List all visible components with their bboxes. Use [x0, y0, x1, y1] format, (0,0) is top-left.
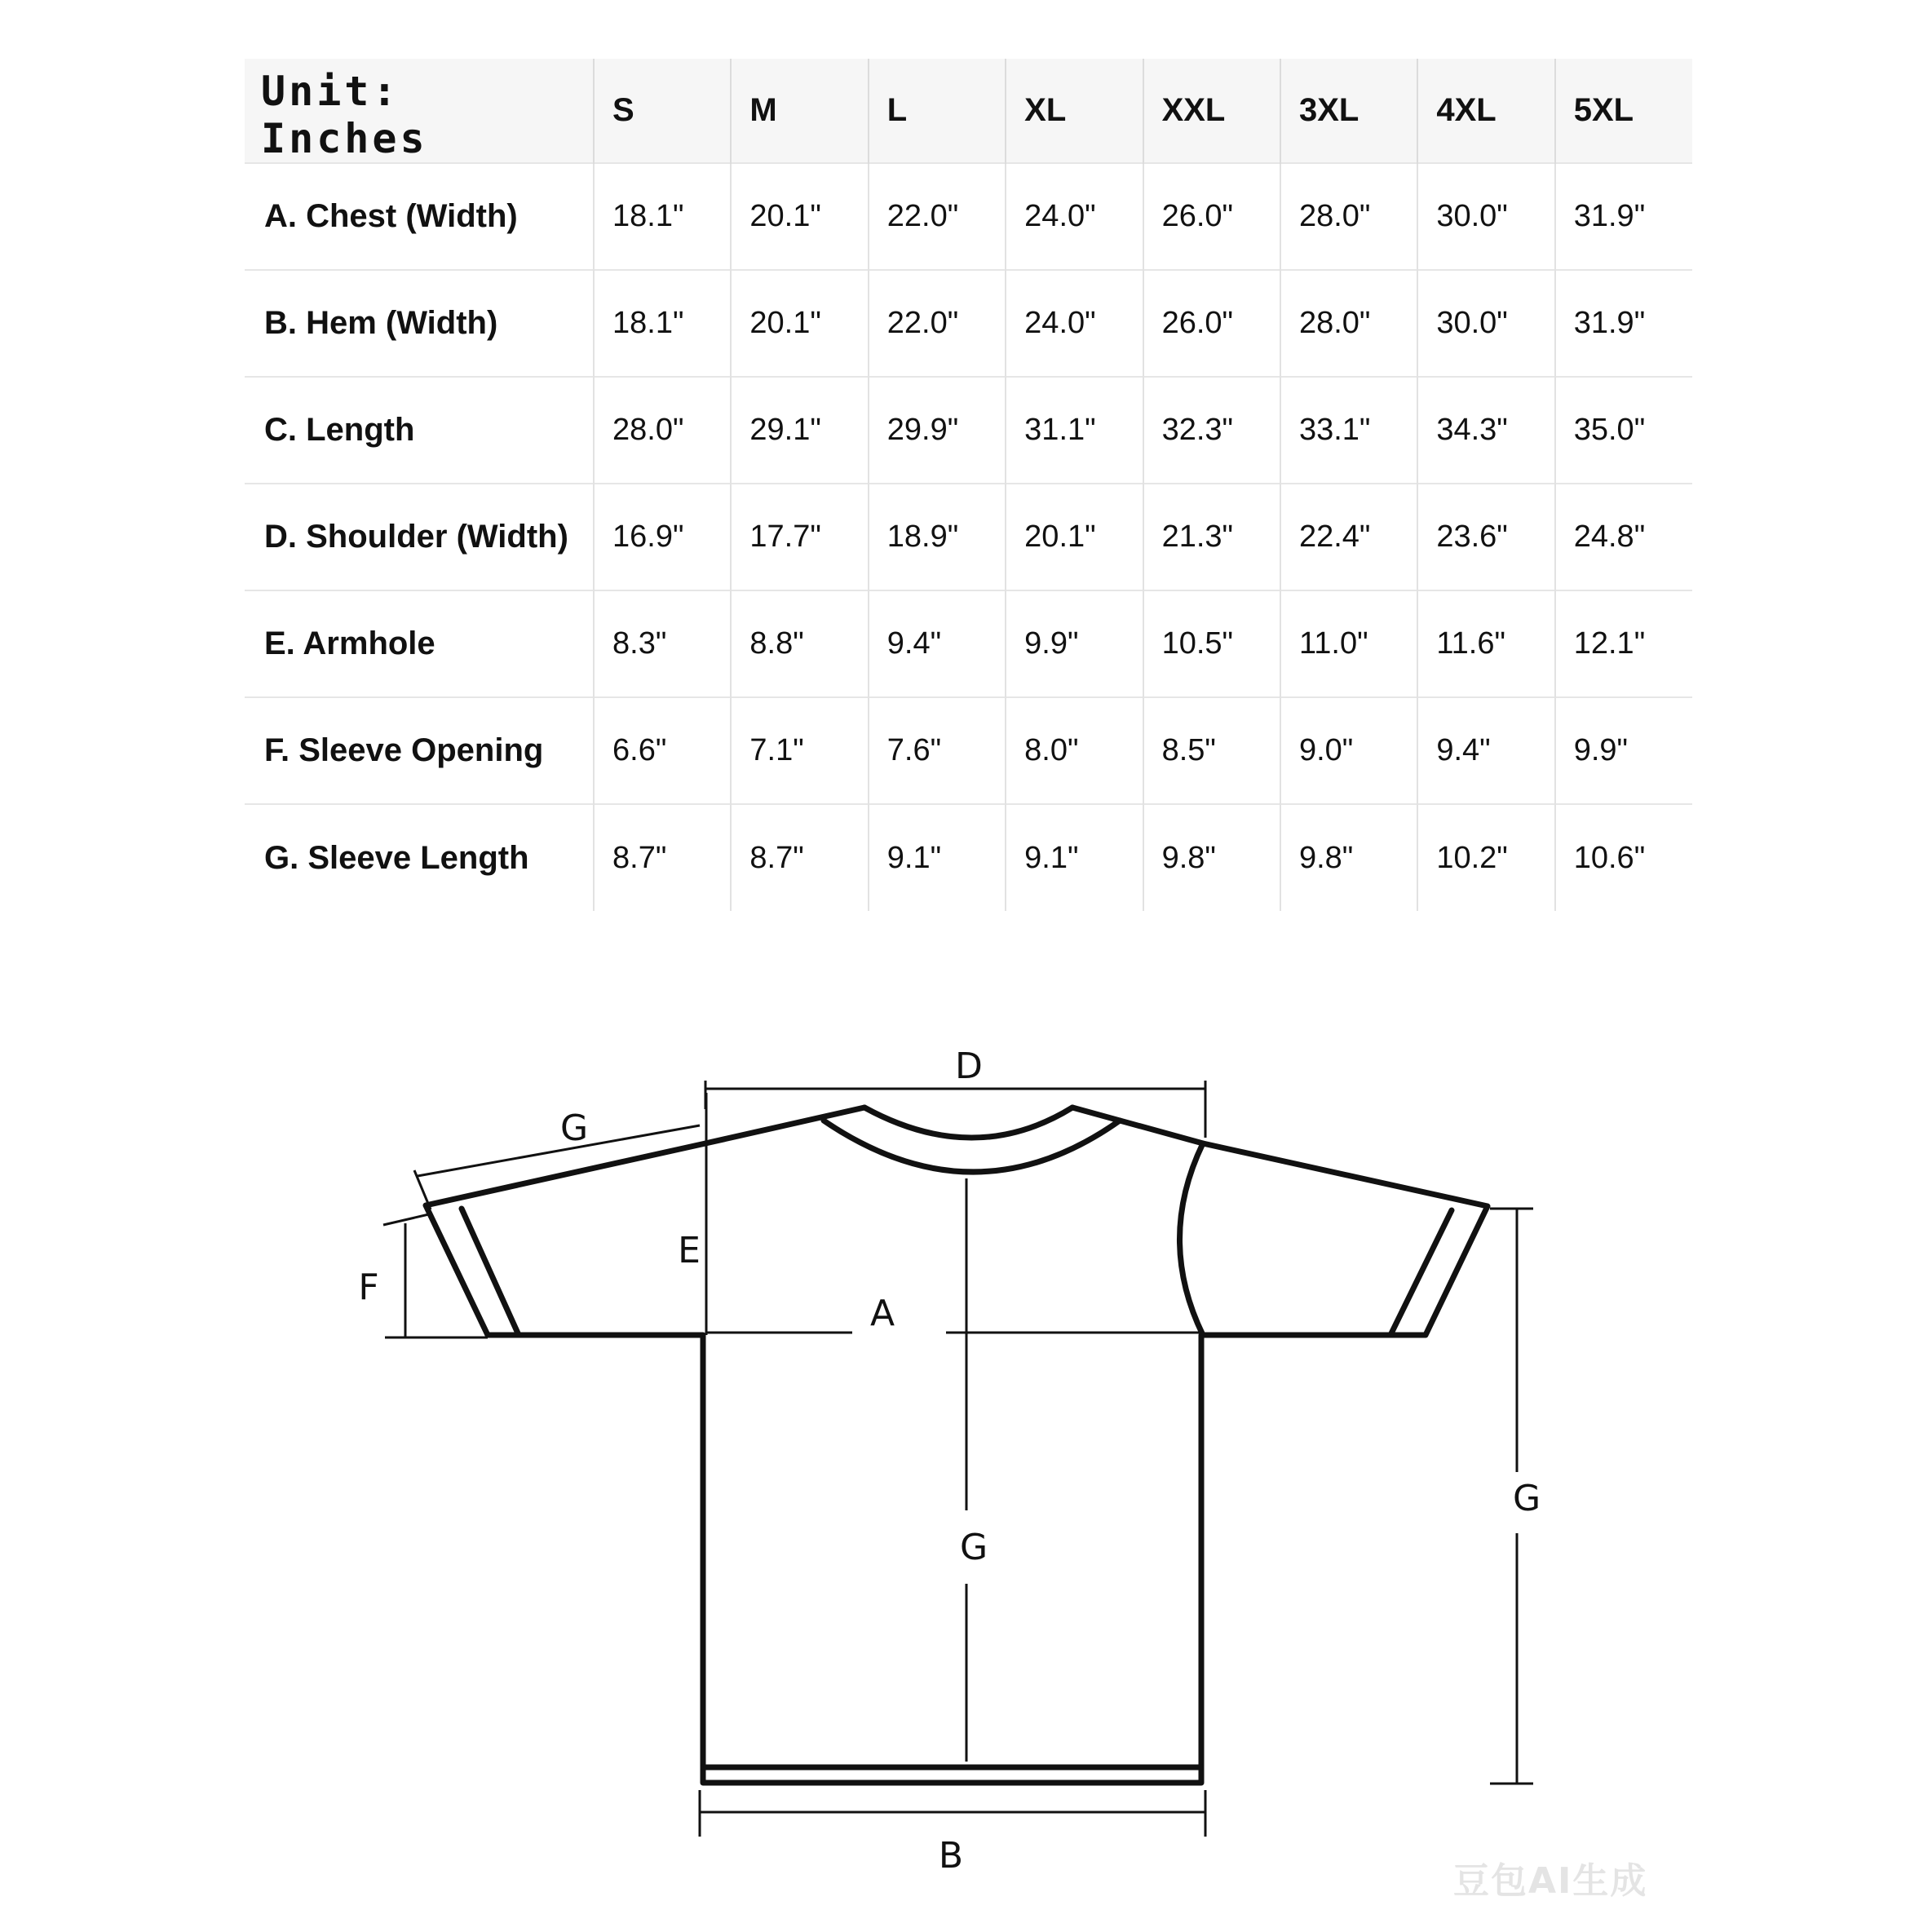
measurement-cell: 20.1"	[731, 270, 868, 377]
measurement-cell: 20.1"	[731, 163, 868, 270]
size-header-row	[245, 59, 1692, 163]
size-chart	[245, 59, 1692, 911]
measurement-cell: 31.1"	[1006, 377, 1143, 484]
size-header: 3XL	[1280, 59, 1417, 163]
measurement-cell: 11.0"	[1280, 590, 1417, 697]
measurement-cell: 31.9"	[1555, 270, 1692, 377]
measurement-cell: 9.1"	[1006, 804, 1143, 911]
measurement-cell: 35.0"	[1555, 377, 1692, 484]
measurement-row-length	[245, 377, 1692, 484]
row-label: D. Shoulder (Width)	[264, 519, 568, 555]
size-chart-table	[245, 59, 1692, 911]
row-label: B. Hem (Width)	[264, 305, 498, 341]
measurement-cell: 24.8"	[1555, 484, 1692, 590]
size-header: XXL	[1143, 59, 1280, 163]
measurement-row-armhole	[245, 590, 1692, 697]
row-label: E. Armhole	[264, 626, 435, 661]
measurement-cell: 11.6"	[1417, 590, 1554, 697]
measurement-cell: 10.5"	[1143, 590, 1280, 697]
measurement-cell: 29.9"	[869, 377, 1006, 484]
row-label: G. Sleeve Length	[264, 839, 529, 876]
size-header: M	[731, 59, 868, 163]
row-label: F. Sleeve Opening	[264, 732, 544, 768]
measurement-cell: 8.0"	[1006, 697, 1143, 804]
measurement-cell: 9.0"	[1280, 697, 1417, 804]
measurement-cell: 8.5"	[1143, 697, 1280, 804]
measurement-row-sleeve-length	[245, 804, 1692, 911]
measurement-cell: 32.3"	[1143, 377, 1280, 484]
measurement-cell: 30.0"	[1417, 270, 1554, 377]
sleeve-length-dimension-line	[418, 1125, 700, 1176]
measurement-cell: 21.3"	[1143, 484, 1280, 590]
collar-outer	[864, 1107, 1072, 1138]
row-label: A. Chest (Width)	[264, 198, 518, 234]
measurement-cell: 18.9"	[869, 484, 1006, 590]
measurement-row-sleeve-opening	[245, 697, 1692, 804]
measurement-cell: 23.6"	[1417, 484, 1554, 590]
measurement-cell: 9.9"	[1006, 590, 1143, 697]
row-label: C. Length	[264, 412, 415, 448]
size-header: L	[869, 59, 1006, 163]
measurement-cell: 30.0"	[1417, 163, 1554, 270]
tshirt-outline	[426, 1107, 1488, 1783]
measurement-cell: 18.1"	[594, 163, 731, 270]
measurement-cell: 16.9"	[594, 484, 731, 590]
measurement-cell: 7.6"	[869, 697, 1006, 804]
measurement-cell: 33.1"	[1280, 377, 1417, 484]
measurement-cell: 22.0"	[869, 163, 1006, 270]
size-header: 5XL	[1555, 59, 1692, 163]
measurement-cell: 26.0"	[1143, 270, 1280, 377]
size-header: XL	[1006, 59, 1143, 163]
dimension-label-g-sleeve: G	[559, 1107, 589, 1149]
measurement-cell: 9.4"	[1417, 697, 1554, 804]
measurement-cell: 24.0"	[1006, 270, 1143, 377]
left-sleeve-cuff	[462, 1209, 519, 1335]
right-sleeve-cuff	[1390, 1210, 1452, 1335]
measurement-cell: 28.0"	[1280, 270, 1417, 377]
measurement-cell: 7.1"	[731, 697, 868, 804]
measurement-row-hem	[245, 270, 1692, 377]
measurement-cell: 17.7"	[731, 484, 868, 590]
measurement-cell: 9.1"	[869, 804, 1006, 911]
unit-label: Unit: Inches	[261, 67, 428, 162]
measurement-cell: 10.6"	[1555, 804, 1692, 911]
dimension-label-e: E	[678, 1230, 701, 1271]
measurement-cell: 18.1"	[594, 270, 731, 377]
measurement-cell: 8.8"	[731, 590, 868, 697]
collar-inner	[824, 1121, 1120, 1172]
measurement-cell: 34.3"	[1417, 377, 1554, 484]
dimension-label-g-right: G	[1512, 1478, 1541, 1519]
measurement-cell: 26.0"	[1143, 163, 1280, 270]
dimension-label-d: D	[955, 1046, 983, 1087]
measurement-cell: 9.8"	[1143, 804, 1280, 911]
watermark: 豆包AI生成	[1453, 1860, 1648, 1902]
size-header: 4XL	[1417, 59, 1554, 163]
dimension-label-f: F	[358, 1267, 379, 1308]
dimension-label-g-center: G	[959, 1527, 988, 1568]
measurement-cell: 6.6"	[594, 697, 731, 804]
measurement-cell: 28.0"	[594, 377, 731, 484]
dimension-label-a: A	[869, 1293, 895, 1334]
sleeve-opening-dimension-tick	[383, 1214, 432, 1225]
measurement-row-chest	[245, 163, 1692, 270]
measurement-cell: 8.7"	[594, 804, 731, 911]
measurement-cell: 28.0"	[1280, 163, 1417, 270]
measurement-cell: 9.8"	[1280, 804, 1417, 911]
measurement-cell: 22.0"	[869, 270, 1006, 377]
measurement-cell: 22.4"	[1280, 484, 1417, 590]
measurement-cell: 9.9"	[1555, 697, 1692, 804]
measurement-cell: 8.3"	[594, 590, 731, 697]
right-armhole-seam	[1180, 1143, 1204, 1335]
measurement-cell: 20.1"	[1006, 484, 1143, 590]
measurement-cell: 8.7"	[731, 804, 868, 911]
measurement-row-shoulder	[245, 484, 1692, 590]
dimension-label-b: B	[938, 1835, 964, 1877]
measurement-cell: 24.0"	[1006, 163, 1143, 270]
size-header: S	[594, 59, 731, 163]
measurement-cell: 9.4"	[869, 590, 1006, 697]
measurement-cell: 12.1"	[1555, 590, 1692, 697]
measurement-cell: 31.9"	[1555, 163, 1692, 270]
sleeve-length-dimension-tick	[414, 1170, 431, 1209]
measurement-cell: 29.1"	[731, 377, 868, 484]
measurement-cell: 10.2"	[1417, 804, 1554, 911]
